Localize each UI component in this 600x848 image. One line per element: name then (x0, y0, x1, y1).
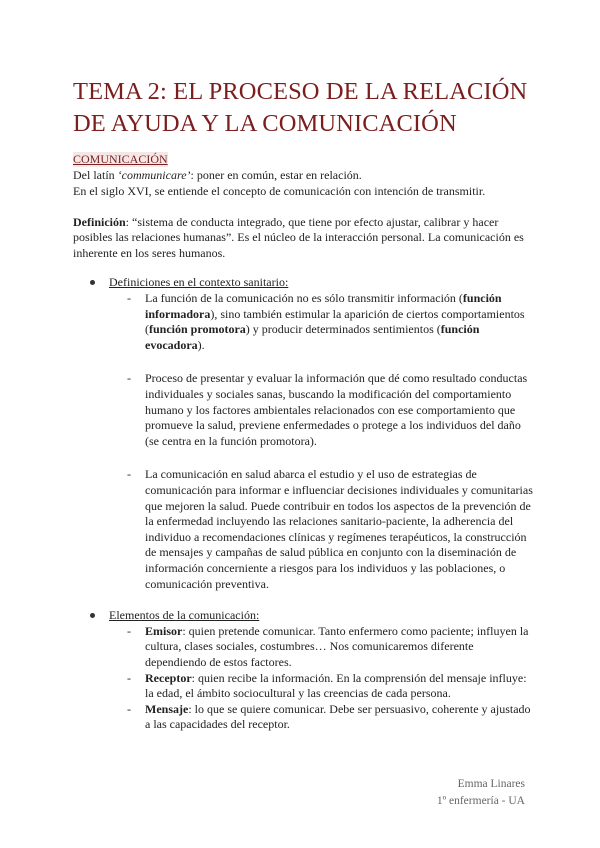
page-title (73, 76, 533, 140)
item-text: : lo que se quiere comunicar. Debe ser persuasivo, coherente y ajustado a las capacidades del receptor. (145, 701, 531, 732)
list-item (109, 371, 533, 449)
page-footer (437, 776, 525, 810)
dash-list (109, 291, 533, 592)
item-term: Emisor (145, 623, 183, 638)
dash-icon: - (127, 467, 131, 482)
footer-course: 1º enfermería - UA (436, 795, 525, 807)
list-item (109, 702, 533, 733)
item-text: La comunicación en salud abarca el estudio y el uso de estrategias de comunicación para informar e influenciar decisiones individuales y comunitarias que mejoren la salud. Puede contribuir en todos los aspectos de la prevención de la enfermedad incluyendo las relaciones sanitario-paciente, la adherencia del individuo a recomendaciones clínicas y regímenes terapéuticos, la construcción de mensajes y campañas de salud pública en conjunto con la diseminación de información concerniente a riesgos para los individuos y las poblaciones, o comunicación preventiva. (145, 467, 533, 591)
bullet-sanitario (73, 275, 533, 592)
dash-list (109, 624, 533, 733)
item-text: ). (197, 337, 205, 352)
item-text: ) y producir determinados sentimientos ( (245, 322, 441, 337)
section-label: COMUNICACIÓN (73, 152, 168, 166)
list-item (109, 467, 533, 592)
item-text: Proceso de presentar y evaluar la información que dé como resultado conductas individuales y sociales sanas, buscando la modificación del comportamiento humano y los factores ambientales relacionados con ese comportamiento que promueve la salud, previene enfermedades o protege a los individuos del daño (se centra en la función promotora). (145, 371, 528, 448)
list-item (109, 624, 533, 671)
definition-paragraph (73, 215, 533, 262)
dash-icon: - (127, 623, 131, 638)
item-text: La función de la comunicación no es sólo transmitir información ( (145, 291, 463, 306)
dash-icon: - (127, 371, 131, 386)
intro-text-b: : poner en común, estar en relación. (190, 168, 362, 182)
item-text: ), sino también estimular la aparición de ciertos comportamientos ( (145, 306, 525, 337)
intro-paragraph (73, 168, 533, 199)
bullet-elementos (73, 608, 533, 733)
item-bold: función promotora (149, 322, 246, 337)
bullet-heading: Definiciones en el contexto sanitario: (109, 275, 289, 290)
item-term: Mensaje (145, 701, 189, 716)
definition-text: : “sistema de conducta integrado, que tiene por efecto ajustar, calibrar y hacer posibles las relaciones humanas”. Es el núcleo de la interacción personal. La comunicación es inherente en los seres humanos. (73, 214, 524, 260)
intro-text-c: En el siglo XVI, se entiende el concepto de comunicación con intención de transmitir. (73, 183, 486, 198)
item-text: : quien pretende comunicar. Tanto enfermero como paciente; influyen la cultura, clases sociales, costumbres… Nos comunicaremos diferente dependiendo de estos factores. (145, 623, 529, 669)
dash-icon: - (127, 670, 131, 685)
list-item (109, 671, 533, 702)
dash-icon: - (127, 701, 131, 716)
document-page (73, 76, 533, 733)
intro-text-a: Del latín (73, 168, 118, 182)
list-item (109, 291, 533, 353)
title-line-1: TEMA 2: EL PROCESO DE LA RELACIÓN (73, 78, 528, 105)
item-text: : quien recibe la información. En la comprensión del mensaje influye: la edad, el ámbito sociocultural y las creencias de cada persona. (145, 670, 527, 701)
dash-icon: - (127, 291, 131, 306)
item-bold: función evocadora (145, 322, 480, 352)
bullet-dot-icon (90, 280, 95, 285)
bullet-dot-icon (90, 613, 95, 618)
item-bold: función informadora (145, 291, 502, 321)
definition-label: Definición (73, 214, 126, 229)
intro-latin-term: ‘communicare’ (117, 168, 191, 182)
bullet-heading: Elementos de la comunicación: (109, 608, 260, 623)
title-line-2: DE AYUDA Y LA COMUNICACIÓN (73, 110, 457, 137)
footer-author: Emma Linares (457, 778, 525, 790)
item-term: Receptor (145, 670, 192, 685)
